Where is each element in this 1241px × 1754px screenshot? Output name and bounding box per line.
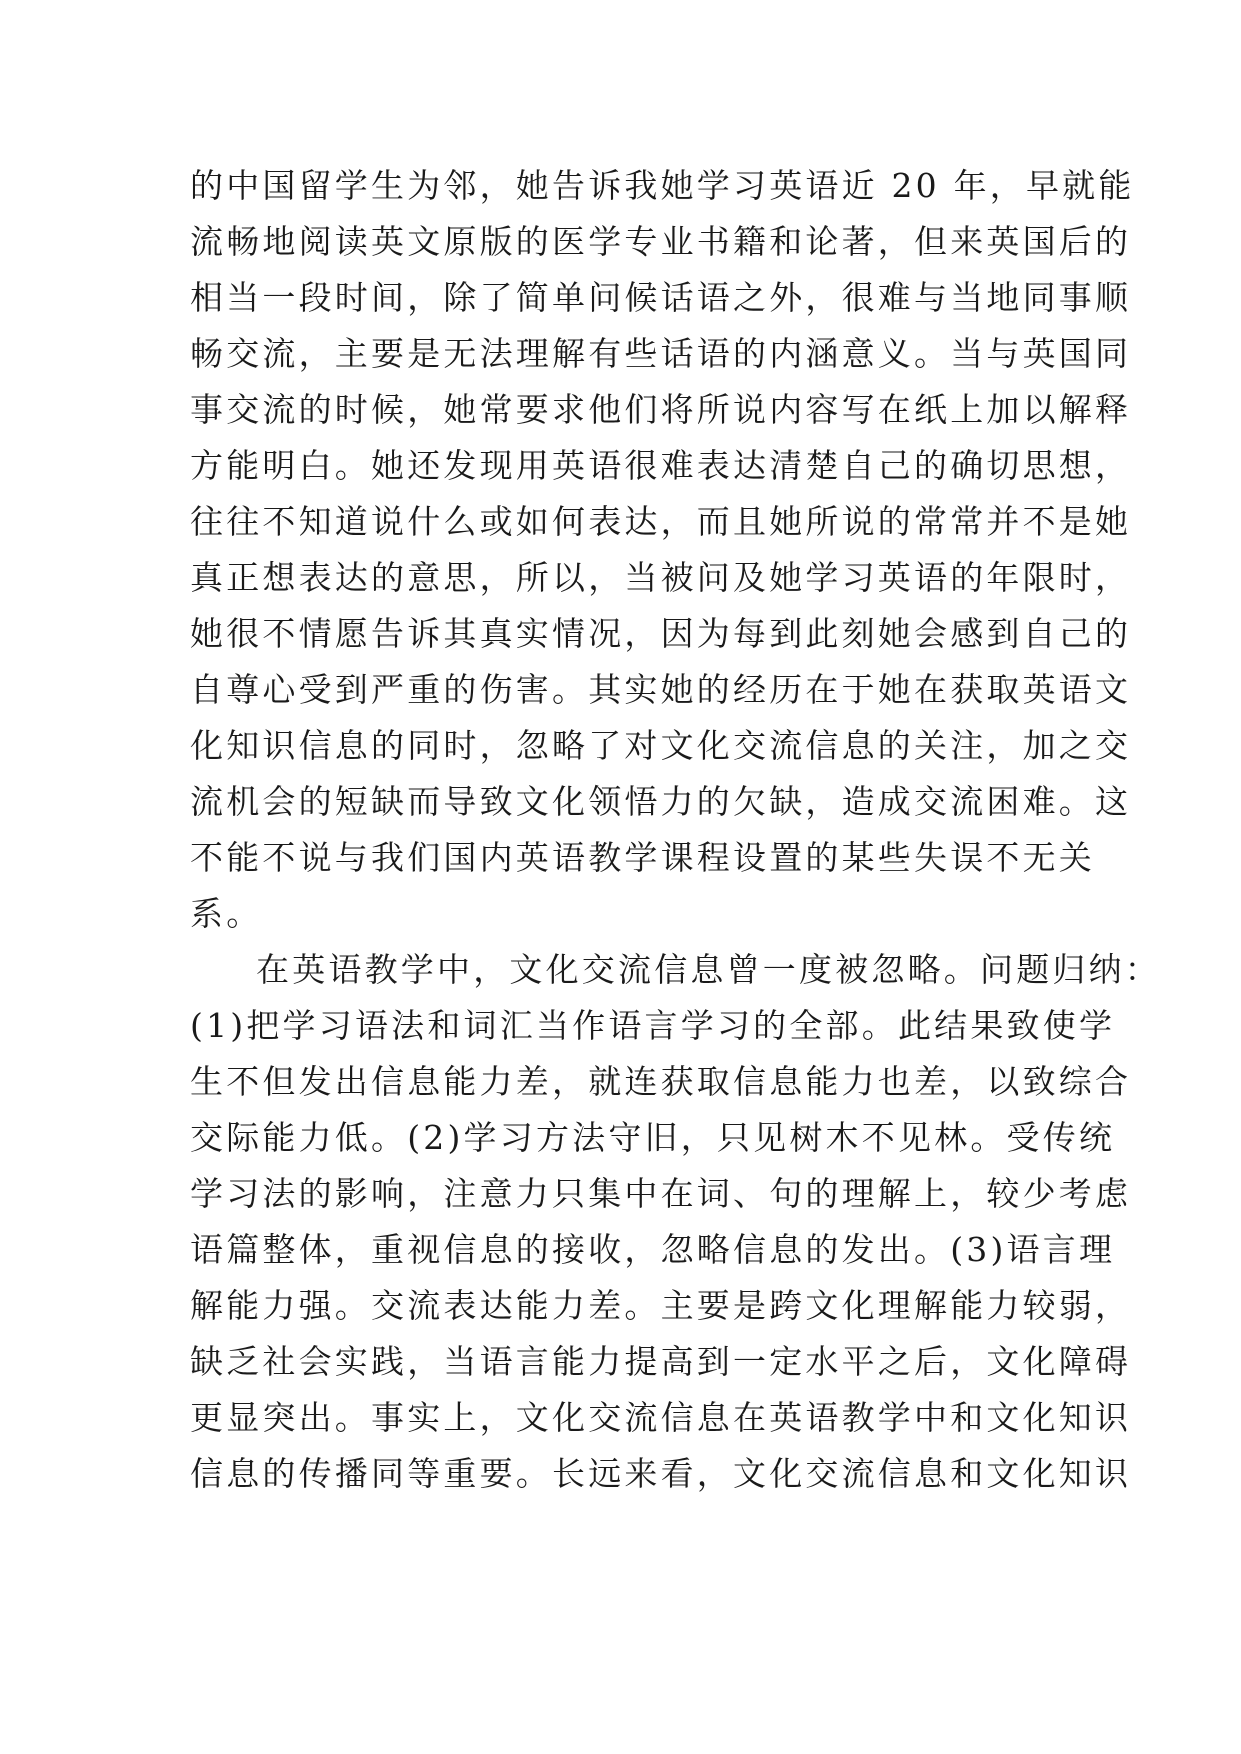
text-line: 交际能力低。(2)学习方法守旧，只见树木不见林。受传统 <box>190 1118 1116 1157</box>
paragraph-1 <box>190 158 1135 942</box>
text-line: 更显突出。事实上，文化交流信息在英语教学中和文化知识 <box>190 1398 1132 1437</box>
text-line: 事交流的时候，她常要求他们将所说内容写在纸上加以解释 <box>190 390 1132 429</box>
text-line: 缺乏社会实践，当语言能力提高到一定水平之后，文化障碍 <box>190 1342 1132 1381</box>
text-line: 相当一段时间，除了简单问候话语之外，很难与当地同事顺 <box>190 278 1132 317</box>
text-line: 流畅地阅读英文原版的医学专业书籍和论著，但来英国后的 <box>190 222 1132 261</box>
text-line: 系。 <box>190 894 263 933</box>
document-body <box>190 158 1161 1502</box>
text-line: 自尊心受到严重的伤害。其实她的经历在于她在获取英语文 <box>190 670 1132 709</box>
text-line: 信息的传播同等重要。长远来看，文化交流信息和文化知识 <box>190 1454 1132 1493</box>
text-line: 畅交流，主要是无法理解有些话语的内涵意义。当与英国同 <box>190 334 1132 373</box>
text-line: 的中国留学生为邻，她告诉我她学习英语近 20 年，早就能 <box>190 166 1135 205</box>
text-line: 生不但发出信息能力差，就连获取信息能力也差，以致综合 <box>190 1062 1132 1101</box>
paragraph-2 <box>190 942 1161 1502</box>
text-line: 方能明白。她还发现用英语很难表达清楚自己的确切思想， <box>190 446 1132 485</box>
text-line: 真正想表达的意思，所以，当被问及她学习英语的年限时， <box>190 558 1132 597</box>
text-line: 在英语教学中，文化交流信息曾一度被忽略。问题归纳： <box>256 950 1161 989</box>
text-line: 解能力强。交流表达能力差。主要是跨文化理解能力较弱， <box>190 1286 1132 1325</box>
text-line: 化知识信息的同时，忽略了对文化交流信息的关注，加之交 <box>190 726 1132 765</box>
text-line: 她很不情愿告诉其真实情况，因为每到此刻她会感到自己的 <box>190 614 1132 653</box>
text-line: 流机会的短缺而导致文化领悟力的欠缺，造成交流困难。这 <box>190 782 1132 821</box>
text-line: (1)把学习语法和词汇当作语言学习的全部。此结果致使学 <box>190 1006 1116 1045</box>
text-line: 语篇整体，重视信息的接收，忽略信息的发出。(3)语言理 <box>190 1230 1116 1269</box>
text-line: 往往不知道说什么或如何表达，而且她所说的常常并不是她 <box>190 502 1132 541</box>
text-line: 不能不说与我们国内英语教学课程设置的某些失误不无关 <box>190 838 1095 877</box>
text-line: 学习法的影响，注意力只集中在词、句的理解上，较少考虑 <box>190 1174 1132 1213</box>
